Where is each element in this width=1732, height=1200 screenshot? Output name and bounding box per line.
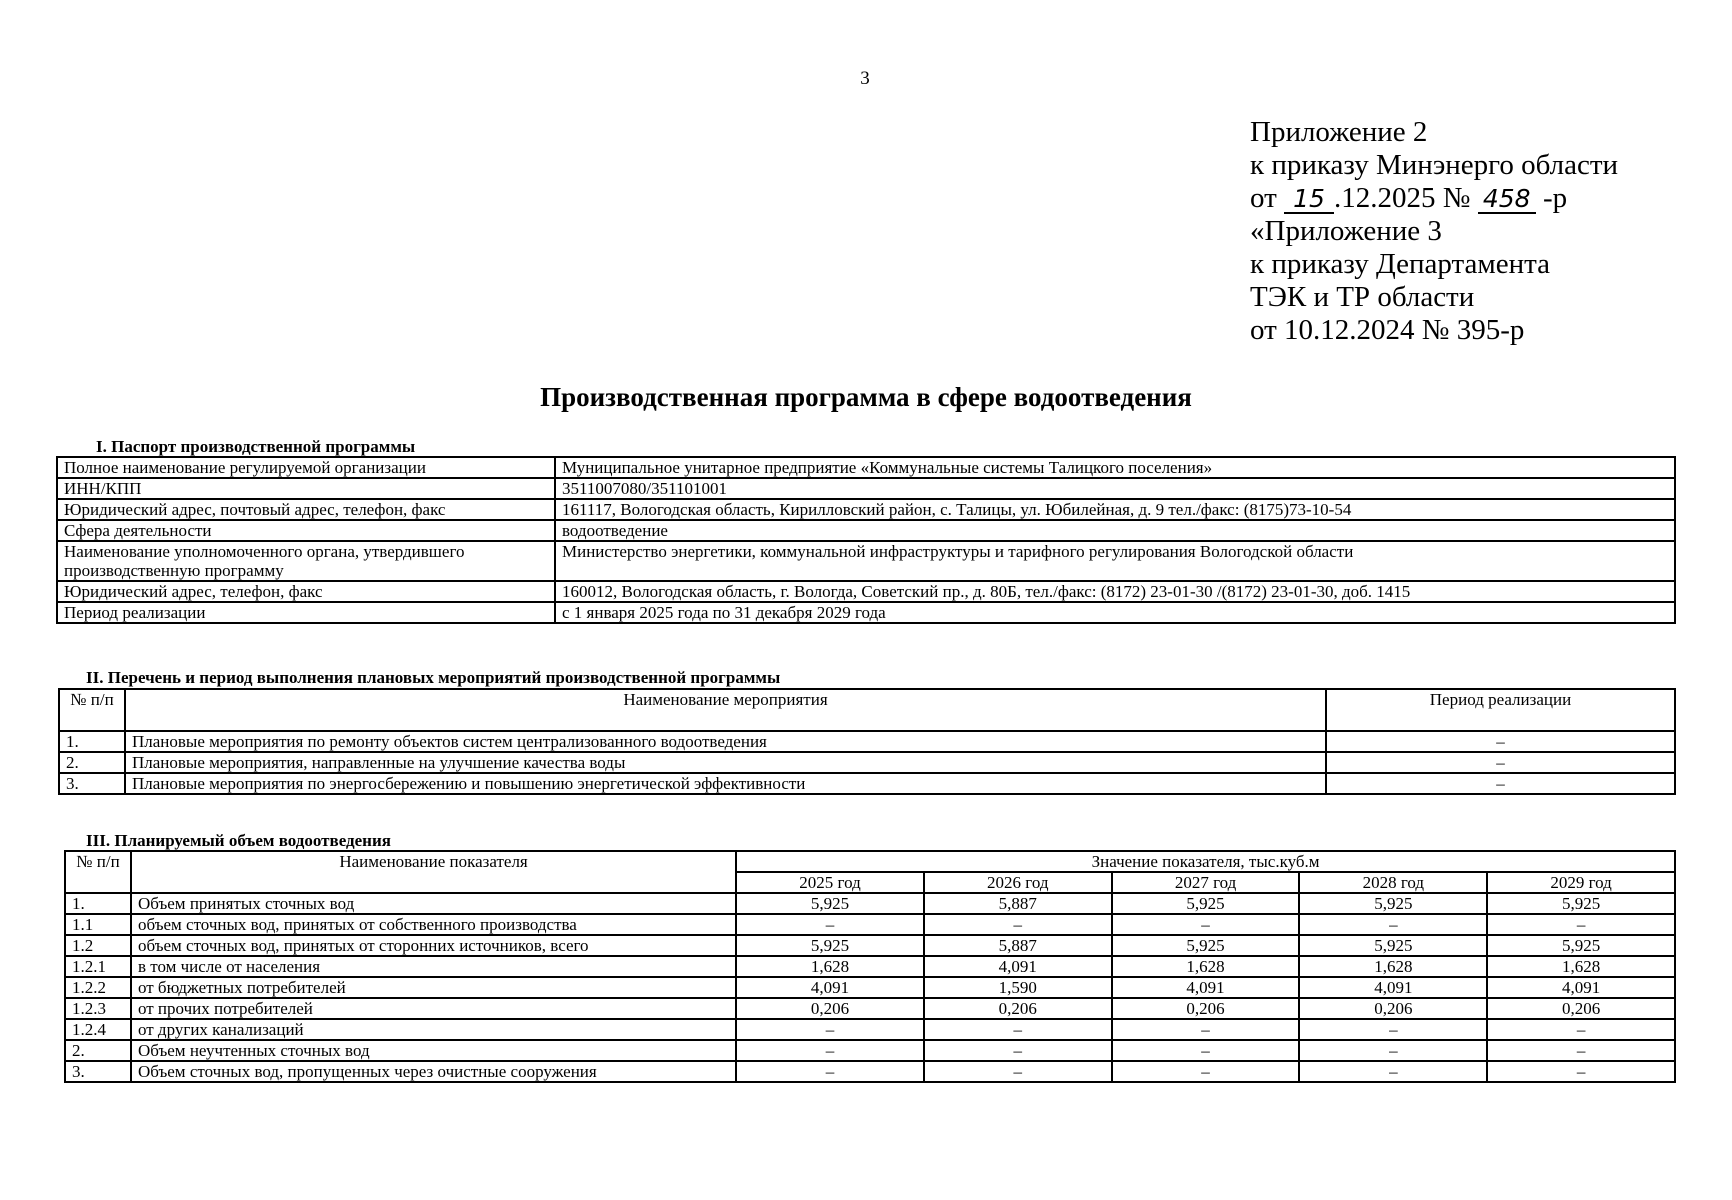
passport-key: Период реализации [57, 602, 555, 623]
passport-row [57, 581, 1675, 602]
volume-value: 5,887 [924, 935, 1112, 956]
volume-table [64, 850, 1676, 1083]
volume-number: 1.2.3 [65, 998, 131, 1019]
volume-value: 5,925 [1112, 893, 1300, 914]
activity-name: Плановые мероприятия по ремонту объектов систем централизованного водоотведения [125, 731, 1326, 752]
volume-value: – [1487, 1019, 1675, 1040]
volume-value: – [736, 914, 924, 935]
page-number: 3 [860, 68, 870, 89]
volume-indicator-name: Объем принятых сточных вод [131, 893, 736, 914]
passport-value: 161117, Вологодская область, Кирилловский район, с. Талицы, ул. Юбилейная, д. 9 тел./факс: (8175)73-10-54 [555, 499, 1675, 520]
passport-value: Министерство энергетики, коммунальной инфраструктуры и тарифного регулирования Вологодской области [555, 541, 1675, 581]
volume-value: 4,091 [924, 956, 1112, 977]
passport-value: Муниципальное унитарное предприятие «Коммунальные системы Талицкого поселения» [555, 457, 1675, 478]
volume-value: 0,206 [736, 998, 924, 1019]
appendix-line-6: ТЭК и ТР области [1250, 281, 1475, 313]
volume-row [65, 935, 1675, 956]
volume-value: – [736, 1019, 924, 1040]
appendix-date-mid: .12.2025 № [1334, 182, 1478, 214]
column-header-period: Период реализации [1326, 689, 1675, 731]
column-header-year: 2028 год [1299, 872, 1487, 893]
volume-indicator-name: Объем сточных вод, пропущенных через очистные сооружения [131, 1061, 736, 1082]
activities-header-row [59, 689, 1675, 731]
volume-value: 1,628 [1112, 956, 1300, 977]
volume-row [65, 1061, 1675, 1082]
volume-value: 5,925 [736, 893, 924, 914]
volume-value: 5,925 [1112, 935, 1300, 956]
appendix-line-2: к приказу Минэнерго области [1250, 149, 1619, 181]
volume-value: 5,925 [1487, 893, 1675, 914]
activity-number: 2. [59, 752, 125, 773]
volume-number: 1.1 [65, 914, 131, 935]
volume-row [65, 977, 1675, 998]
passport-value: водоотведение [555, 520, 1675, 541]
volume-value: 5,925 [736, 935, 924, 956]
column-header-indicator-name: Наименование показателя [131, 851, 736, 893]
passport-value: с 1 января 2025 года по 31 декабря 2029 года [555, 602, 1675, 623]
column-header-year: 2026 год [924, 872, 1112, 893]
volume-indicator-name: от бюджетных потребителей [131, 977, 736, 998]
volume-value: 5,925 [1487, 935, 1675, 956]
passport-key: Юридический адрес, почтовый адрес, телефон, факс [57, 499, 555, 520]
volume-number: 1.2.1 [65, 956, 131, 977]
activity-period: – [1326, 752, 1675, 773]
activity-name: Плановые мероприятия, направленные на улучшение качества воды [125, 752, 1326, 773]
volume-value: 1,628 [1487, 956, 1675, 977]
appendix-line-3 [1250, 182, 1618, 215]
section-2-heading: II. Перечень и период выполнения плановых мероприятий производственной программы [86, 668, 781, 687]
volume-value: – [1112, 1019, 1300, 1040]
activity-number: 1. [59, 731, 125, 752]
volume-value: 1,628 [1299, 956, 1487, 977]
appendix-date-suffix: -р [1535, 182, 1568, 214]
volume-value: – [1487, 914, 1675, 935]
volume-indicator-name: объем сточных вод, принятых от сторонних источников, всего [131, 935, 736, 956]
volume-value: 1,628 [736, 956, 924, 977]
volume-value: – [736, 1040, 924, 1061]
passport-value: 160012, Вологодская область, г. Вологда, Советский пр., д. 80Б, тел./факс: (8172) 23-01-30 /(8172) 23-01-30, доб. 1415 [555, 581, 1675, 602]
appendix-line-5: к приказу Департамента [1250, 248, 1551, 280]
activities-table [58, 688, 1676, 795]
volume-value: 5,925 [1299, 935, 1487, 956]
volume-row [65, 956, 1675, 977]
volume-value: – [1299, 1040, 1487, 1061]
passport-row [57, 520, 1675, 541]
volume-row [65, 893, 1675, 914]
volume-number: 1.2 [65, 935, 131, 956]
volume-value: 5,925 [1299, 893, 1487, 914]
volume-value: 0,206 [1112, 998, 1300, 1019]
appendix-line-1: Приложение 2 [1250, 116, 1428, 148]
volume-value: – [1112, 1061, 1300, 1082]
volume-row [65, 998, 1675, 1019]
appendix-line-4: «Приложение 3 [1250, 215, 1442, 247]
volume-value: – [1487, 1040, 1675, 1061]
passport-key: ИНН/КПП [57, 478, 555, 499]
passport-key: Полное наименование регулируемой организации [57, 457, 555, 478]
volume-value: 0,206 [924, 998, 1112, 1019]
passport-row [57, 602, 1675, 623]
volume-value: – [1487, 1061, 1675, 1082]
volume-value: – [1299, 914, 1487, 935]
volume-indicator-name: от других канализаций [131, 1019, 736, 1040]
volume-number: 3. [65, 1061, 131, 1082]
passport-key: Юридический адрес, телефон, факс [57, 581, 555, 602]
passport-key: Наименование уполномоченного органа, утвердившего производственную программу [57, 541, 555, 581]
column-header-year: 2029 год [1487, 872, 1675, 893]
volume-value: – [1112, 914, 1300, 935]
document-title: Производственная программа в сфере водоотведения [540, 382, 1192, 412]
column-header-indicator-value: Значение показателя, тыс.куб.м [736, 851, 1675, 872]
volume-value: – [1299, 1019, 1487, 1040]
volume-value: – [924, 1040, 1112, 1061]
volume-header-row-1 [65, 851, 1675, 872]
volume-value: 0,206 [1487, 998, 1675, 1019]
passport-row [57, 499, 1675, 520]
volume-value: 4,091 [1487, 977, 1675, 998]
volume-value: 4,091 [1299, 977, 1487, 998]
volume-value: 0,206 [1299, 998, 1487, 1019]
column-header-year: 2025 год [736, 872, 924, 893]
activity-period: – [1326, 731, 1675, 752]
column-header-activity-name: Наименование мероприятия [125, 689, 1326, 731]
activity-row [59, 773, 1675, 794]
passport-value: 3511007080/351101001 [555, 478, 1675, 499]
column-header-year: 2027 год [1112, 872, 1300, 893]
section-1-heading: I. Паспорт производственной программы [96, 437, 416, 456]
column-header-number: № п/п [65, 851, 131, 893]
activity-number: 3. [59, 773, 125, 794]
appendix-block [1250, 116, 1618, 347]
handwritten-day: 15 [1284, 186, 1334, 214]
passport-table [56, 456, 1676, 624]
activity-name: Плановые мероприятия по энергосбережению и повышению энергетической эффективности [125, 773, 1326, 794]
volume-row [65, 1040, 1675, 1061]
volume-value: – [924, 1019, 1112, 1040]
volume-indicator-name: объем сточных вод, принятых от собственного производства [131, 914, 736, 935]
volume-number: 1. [65, 893, 131, 914]
passport-row [57, 541, 1675, 581]
volume-row [65, 914, 1675, 935]
volume-value: – [1112, 1040, 1300, 1061]
handwritten-order-number: 458 [1478, 186, 1536, 214]
appendix-line-7: от 10.12.2024 № 395-р [1250, 314, 1525, 346]
volume-value: – [1299, 1061, 1487, 1082]
passport-row [57, 457, 1675, 478]
volume-number: 2. [65, 1040, 131, 1061]
volume-indicator-name: в том числе от населения [131, 956, 736, 977]
column-header-number: № п/п [59, 689, 125, 731]
section-3-heading: III. Планируемый объем водоотведения [86, 831, 391, 850]
activity-row [59, 752, 1675, 773]
volume-row [65, 1019, 1675, 1040]
volume-value: 4,091 [1112, 977, 1300, 998]
volume-number: 1.2.4 [65, 1019, 131, 1040]
appendix-date-prefix: от [1250, 182, 1285, 214]
volume-value: – [924, 1061, 1112, 1082]
volume-value: – [736, 1061, 924, 1082]
volume-indicator-name: от прочих потребителей [131, 998, 736, 1019]
passport-row [57, 478, 1675, 499]
volume-indicator-name: Объем неучтенных сточных вод [131, 1040, 736, 1061]
volume-value: – [924, 914, 1112, 935]
volume-value: 1,590 [924, 977, 1112, 998]
volume-value: 5,887 [924, 893, 1112, 914]
volume-value: 4,091 [736, 977, 924, 998]
volume-number: 1.2.2 [65, 977, 131, 998]
activity-row [59, 731, 1675, 752]
activity-period: – [1326, 773, 1675, 794]
passport-key: Сфера деятельности [57, 520, 555, 541]
